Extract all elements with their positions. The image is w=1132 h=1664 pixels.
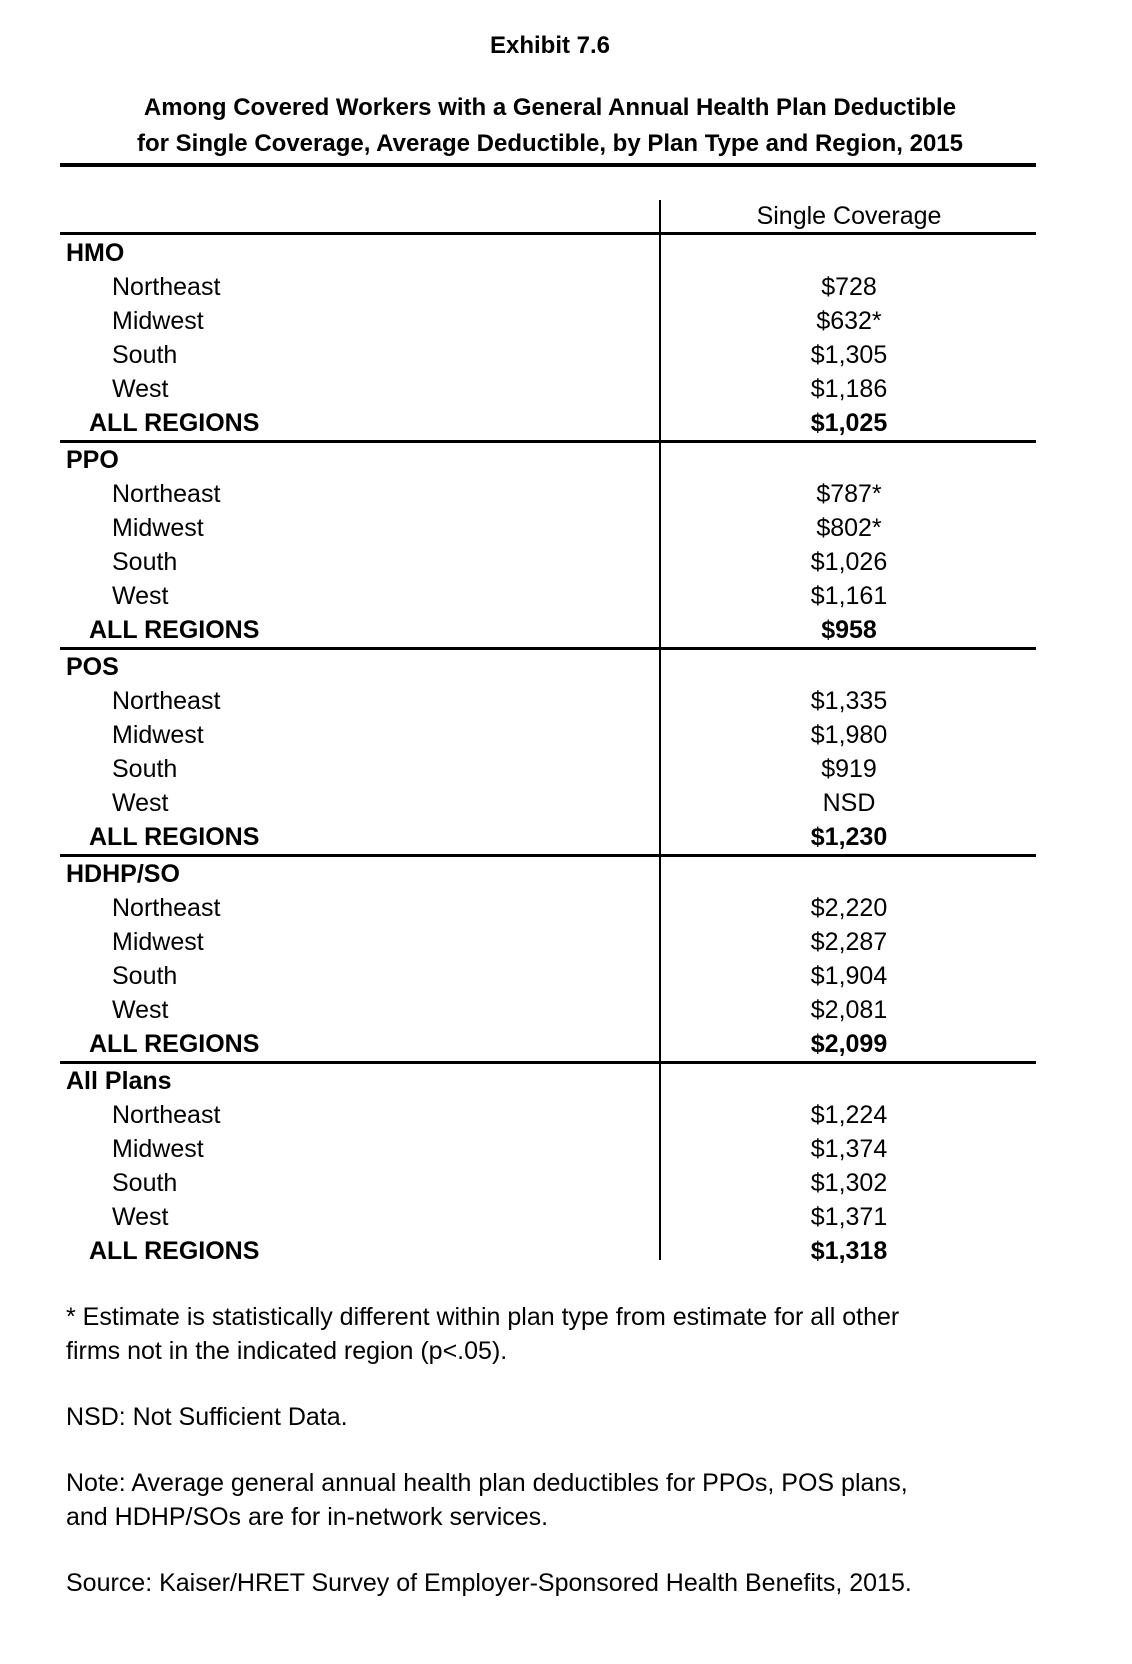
title-line-2: for Single Coverage, Average Deductible, by Plan Type and Region, 2015 bbox=[136, 130, 963, 157]
deductible-value: $919 bbox=[821, 755, 877, 783]
region-label: Midwest bbox=[112, 514, 204, 542]
deductible-value: $1,161 bbox=[810, 582, 888, 610]
footnote-nsd: NSD: Not Sufficient Data. bbox=[66, 1403, 348, 1431]
all-regions-row bbox=[60, 820, 1036, 854]
table-row bbox=[60, 545, 1036, 579]
column-header-single-coverage: Single Coverage bbox=[756, 202, 942, 230]
plan-group bbox=[60, 650, 1036, 857]
deductible-table bbox=[60, 236, 1036, 1268]
region-label: Northeast bbox=[112, 273, 221, 301]
deductible-value: $1,335 bbox=[810, 687, 888, 715]
deductible-value: $1,904 bbox=[810, 962, 888, 990]
deductible-value: $728 bbox=[821, 273, 877, 301]
plan-header-row bbox=[60, 443, 1036, 477]
region-label: West bbox=[112, 1203, 169, 1231]
region-label: South bbox=[112, 755, 178, 783]
plan-header-row bbox=[60, 650, 1036, 684]
all-regions-row bbox=[60, 1027, 1036, 1061]
footnote-line-2: firms not in the indicated region (p<.05). bbox=[66, 1337, 508, 1365]
all-regions-value: $1,230 bbox=[810, 823, 888, 851]
region-label: West bbox=[112, 996, 169, 1024]
deductible-value: $802* bbox=[816, 514, 882, 542]
deductible-value: $2,287 bbox=[810, 928, 888, 956]
table-row bbox=[60, 786, 1036, 820]
deductible-value: $1,224 bbox=[810, 1101, 888, 1129]
all-regions-row bbox=[60, 1234, 1036, 1268]
all-regions-value: $1,318 bbox=[810, 1237, 888, 1265]
table-row bbox=[60, 1166, 1036, 1200]
table-row bbox=[60, 579, 1036, 613]
plan-header-row bbox=[60, 857, 1036, 891]
table-row bbox=[60, 372, 1036, 406]
table-row bbox=[60, 477, 1036, 511]
all-regions-value: $2,099 bbox=[810, 1030, 888, 1058]
plan-type-label: POS bbox=[66, 653, 119, 681]
plan-group bbox=[60, 1064, 1036, 1268]
region-label: South bbox=[112, 1169, 178, 1197]
region-label: Midwest bbox=[112, 1135, 204, 1163]
region-label: Northeast bbox=[112, 687, 221, 715]
footnote-significance bbox=[66, 1300, 1056, 1368]
deductible-value: $1,371 bbox=[810, 1203, 888, 1231]
region-label: West bbox=[112, 789, 169, 817]
footnote-source: Source: Kaiser/HRET Survey of Employer-Sponsored Health Benefits, 2015. bbox=[66, 1569, 912, 1597]
all-regions-row bbox=[60, 406, 1036, 440]
table-row bbox=[60, 718, 1036, 752]
table-row bbox=[60, 511, 1036, 545]
exhibit-number: Exhibit 7.6 bbox=[489, 32, 611, 59]
all-regions-label: ALL REGIONS bbox=[89, 1237, 260, 1265]
title-line-1: Among Covered Workers with a General Annual Health Plan Deductible bbox=[143, 94, 957, 121]
footnote-line-1: * Estimate is statistically different within plan type from estimate for all other bbox=[66, 1303, 900, 1331]
footnote-note bbox=[66, 1466, 1056, 1534]
table-row bbox=[60, 338, 1036, 372]
table-row bbox=[60, 684, 1036, 718]
region-label: Northeast bbox=[112, 480, 221, 508]
all-regions-label: ALL REGIONS bbox=[89, 409, 260, 437]
note-line-2: and HDHP/SOs are for in-network services. bbox=[66, 1503, 549, 1531]
deductible-value: $1,026 bbox=[810, 548, 888, 576]
plan-type-label: HMO bbox=[66, 239, 125, 267]
plan-group bbox=[60, 857, 1036, 1064]
notes bbox=[66, 1300, 1056, 1632]
all-regions-value: $958 bbox=[821, 616, 877, 644]
deductible-value: $1,302 bbox=[810, 1169, 888, 1197]
deductible-value: $1,305 bbox=[810, 341, 888, 369]
region-label: Northeast bbox=[112, 1101, 221, 1129]
region-label: Midwest bbox=[112, 721, 204, 749]
all-regions-label: ALL REGIONS bbox=[89, 823, 260, 851]
table-row bbox=[60, 1132, 1036, 1166]
deductible-value: $1,980 bbox=[810, 721, 888, 749]
all-regions-label: ALL REGIONS bbox=[89, 616, 260, 644]
region-label: South bbox=[112, 962, 178, 990]
table-row bbox=[60, 891, 1036, 925]
all-regions-label: ALL REGIONS bbox=[89, 1030, 260, 1058]
header-divider bbox=[60, 232, 1036, 235]
region-label: South bbox=[112, 548, 178, 576]
region-label: Midwest bbox=[112, 928, 204, 956]
all-regions-row bbox=[60, 613, 1036, 647]
region-label: Midwest bbox=[112, 307, 204, 335]
page-title bbox=[60, 90, 1040, 162]
plan-type-label: PPO bbox=[66, 446, 119, 474]
deductible-value: $1,186 bbox=[810, 375, 888, 403]
deductible-value: $632* bbox=[816, 307, 882, 335]
plan-group bbox=[60, 236, 1036, 443]
deductible-value: $2,081 bbox=[810, 996, 888, 1024]
deductible-value: $1,374 bbox=[810, 1135, 888, 1163]
all-regions-value: $1,025 bbox=[810, 409, 888, 437]
deductible-value: NSD bbox=[822, 789, 876, 817]
region-label: West bbox=[112, 582, 169, 610]
region-label: South bbox=[112, 341, 178, 369]
table-row bbox=[60, 993, 1036, 1027]
table-row bbox=[60, 1098, 1036, 1132]
note-line-1: Note: Average general annual health plan deductibles for PPOs, POS plans, bbox=[66, 1469, 908, 1497]
plan-type-label: HDHP/SO bbox=[66, 860, 180, 888]
deductible-value: $2,220 bbox=[810, 894, 888, 922]
table-row bbox=[60, 1200, 1036, 1234]
title-divider bbox=[60, 163, 1036, 167]
plan-group bbox=[60, 443, 1036, 650]
table-row bbox=[60, 959, 1036, 993]
plan-type-label: All Plans bbox=[66, 1067, 172, 1095]
table-row bbox=[60, 304, 1036, 338]
deductible-value: $787* bbox=[816, 480, 882, 508]
table-row bbox=[60, 270, 1036, 304]
region-label: Northeast bbox=[112, 894, 221, 922]
table-row bbox=[60, 925, 1036, 959]
region-label: West bbox=[112, 375, 169, 403]
plan-header-row bbox=[60, 1064, 1036, 1098]
plan-header-row bbox=[60, 236, 1036, 270]
table-row bbox=[60, 752, 1036, 786]
